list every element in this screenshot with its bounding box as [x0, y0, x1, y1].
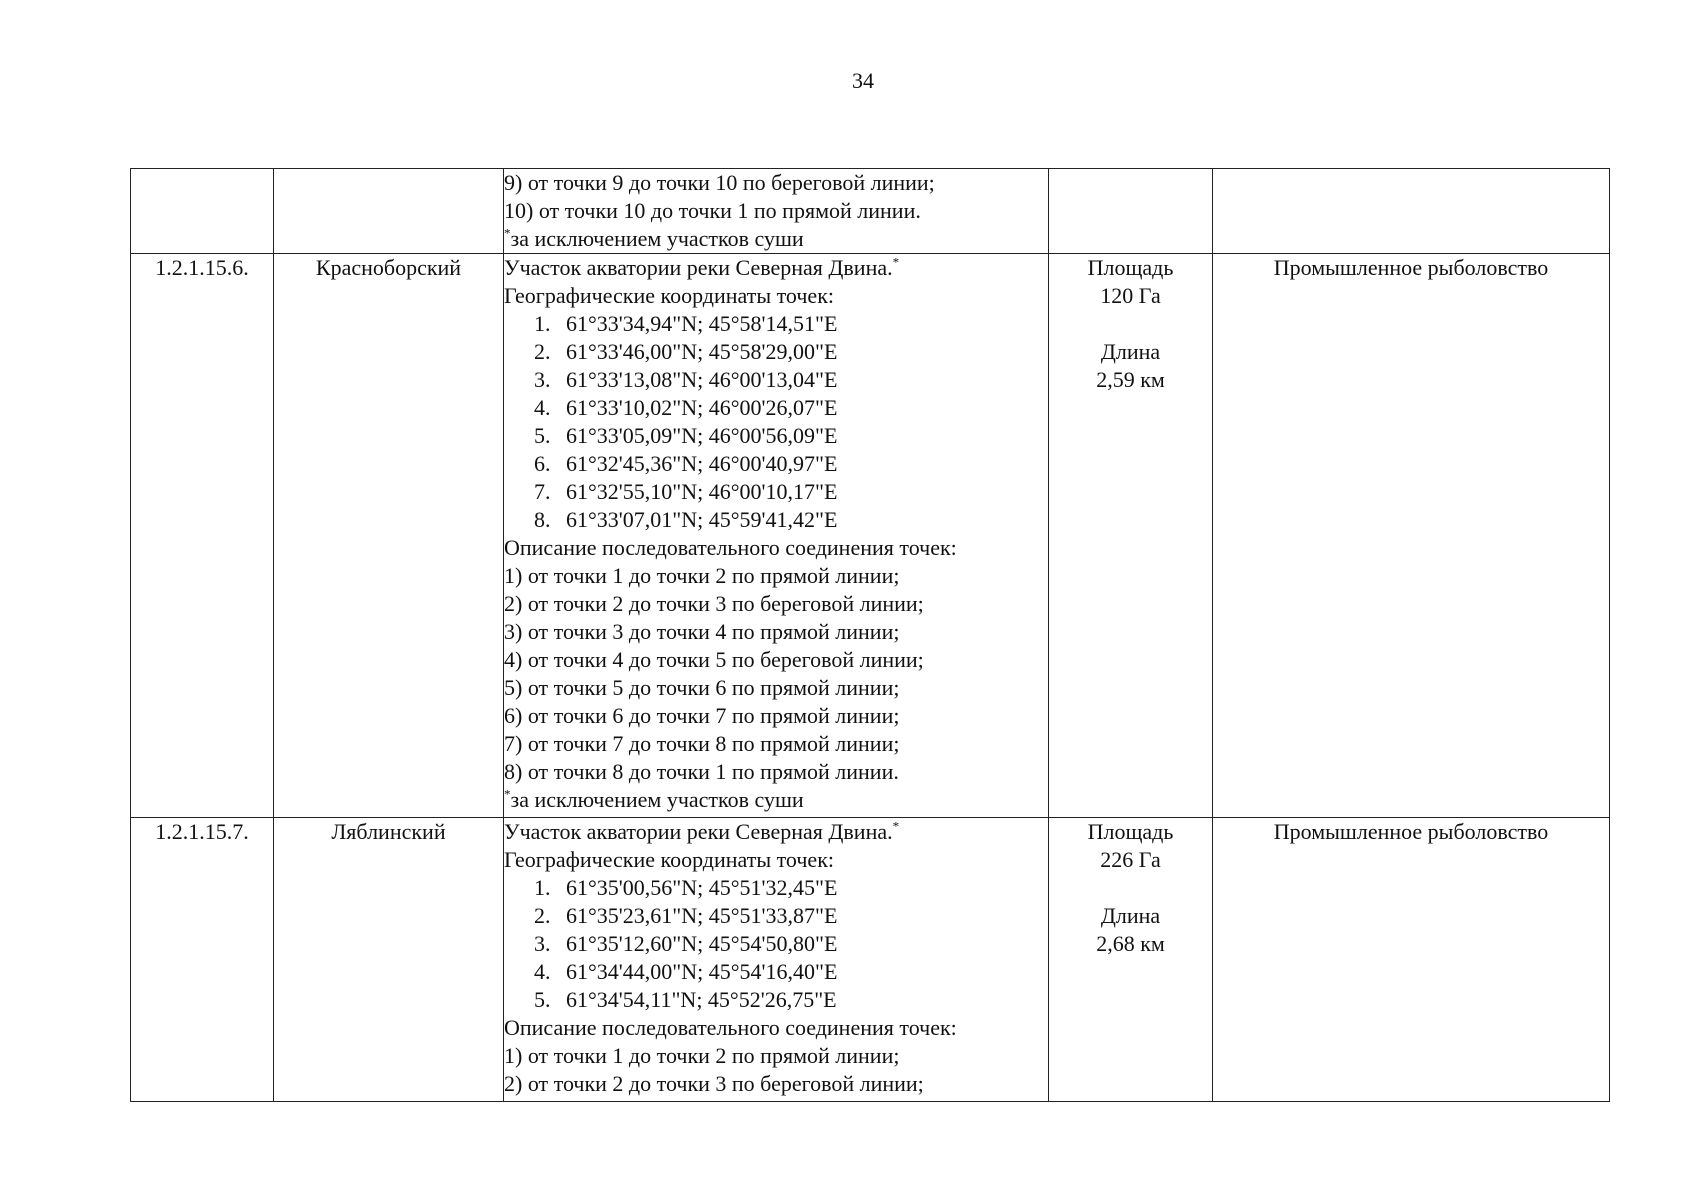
- length-value: 2,59 км: [1096, 367, 1165, 392]
- list-item: 5. 61°34'54,11"N; 45°52'26,75"E: [534, 987, 837, 1012]
- area-label: Площадь: [1087, 819, 1174, 844]
- list-item: 1. 61°35'00,56"N; 45°51'32,45"E: [534, 875, 838, 900]
- cell-size: [1049, 254, 1213, 818]
- footnote: *за исключением участков суши: [504, 786, 804, 812]
- page-number: 34: [852, 68, 874, 93]
- cell-usage-empty: [1213, 169, 1610, 254]
- connection-line: 4) от точки 4 до точки 5 по береговой линии;: [504, 647, 924, 672]
- list-item: 4. 61°33'10,02"N; 46°00'26,07"E: [534, 395, 838, 420]
- cell-size: [1049, 818, 1213, 1102]
- coords-list: [504, 874, 1048, 1014]
- usage-type: Промышленное рыболовство: [1213, 818, 1610, 1102]
- connection-line: 2) от точки 2 до точки 3 по береговой линии;: [504, 591, 924, 616]
- district-name: Ляблинский: [274, 818, 504, 1102]
- footnote: *за исключением участков суши: [504, 225, 804, 251]
- list-item: 7. 61°32'55,10"N; 46°00'10,17"E: [534, 479, 838, 504]
- table-row: [131, 254, 1610, 818]
- connection-line: 8) от точки 8 до точки 1 по прямой линии.: [504, 759, 899, 784]
- connection-line: 2) от точки 2 до точки 3 по береговой линии;: [504, 1071, 924, 1096]
- area-title: Участок акватории реки Северная Двина.*: [504, 818, 900, 844]
- length-value: 2,68 км: [1096, 931, 1165, 956]
- connections-header: Описание последовательного соединения точек:: [504, 1015, 957, 1040]
- list-item: 5. 61°33'05,09"N; 46°00'56,09"E: [534, 423, 838, 448]
- connection-line: 5) от точки 5 до точки 6 по прямой линии;: [504, 675, 900, 700]
- list-item: 8. 61°33'07,01"N; 45°59'41,42"E: [534, 507, 838, 532]
- connection-line: 1) от точки 1 до точки 2 по прямой линии;: [504, 1043, 900, 1068]
- continuation-line: 10) от точки 10 до точки 1 по прямой линии.: [504, 198, 921, 223]
- connection-line: 6) от точки 6 до точки 7 по прямой линии;: [504, 703, 900, 728]
- fishing-areas-table: [130, 168, 1610, 1102]
- coords-header: Географические координаты точек:: [504, 847, 834, 872]
- district-name: Красноборский: [274, 254, 504, 818]
- length-label: Длина: [1100, 339, 1161, 364]
- list-item: 3. 61°33'13,08"N; 46°00'13,04"E: [534, 367, 838, 392]
- area-value: 120 Га: [1100, 283, 1161, 308]
- cell-description: [504, 818, 1049, 1102]
- cell-description: [504, 169, 1049, 254]
- area-value: 226 Га: [1100, 847, 1161, 872]
- list-item: 3. 61°35'12,60"N; 45°54'50,80"E: [534, 931, 838, 956]
- cell-number-empty: [131, 169, 274, 254]
- connection-line: 7) от точки 7 до точки 8 по прямой линии;: [504, 731, 900, 756]
- connection-line: 3) от точки 3 до точки 4 по прямой линии;: [504, 619, 900, 644]
- cell-description: [504, 254, 1049, 818]
- table-row: [131, 818, 1610, 1102]
- connections-header: Описание последовательного соединения точек:: [504, 535, 957, 560]
- list-item: 1. 61°33'34,94"N; 45°58'14,51"E: [534, 311, 838, 336]
- coords-header: Географические координаты точек:: [504, 283, 834, 308]
- continuation-line: 9) от точки 9 до точки 10 по береговой линии;: [504, 170, 935, 195]
- coords-list: [504, 310, 1048, 534]
- entry-number: 1.2.1.15.7.: [131, 818, 274, 1102]
- area-label: Площадь: [1087, 255, 1174, 280]
- list-item: 2. 61°35'23,61"N; 45°51'33,87"E: [534, 903, 838, 928]
- usage-type: Промышленное рыболовство: [1213, 254, 1610, 818]
- list-item: 4. 61°34'44,00"N; 45°54'16,40"E: [534, 959, 838, 984]
- entry-number: 1.2.1.15.6.: [131, 254, 274, 818]
- cell-district-empty: [274, 169, 504, 254]
- table-row-continuation: [131, 169, 1610, 254]
- list-item: 2. 61°33'46,00"N; 45°58'29,00"E: [534, 339, 838, 364]
- length-label: Длина: [1100, 903, 1161, 928]
- area-title: Участок акватории реки Северная Двина.*: [504, 254, 900, 280]
- connection-line: 1) от точки 1 до точки 2 по прямой линии;: [504, 563, 900, 588]
- cell-size-empty: [1049, 169, 1213, 254]
- list-item: 6. 61°32'45,36"N; 46°00'40,97"E: [534, 451, 838, 476]
